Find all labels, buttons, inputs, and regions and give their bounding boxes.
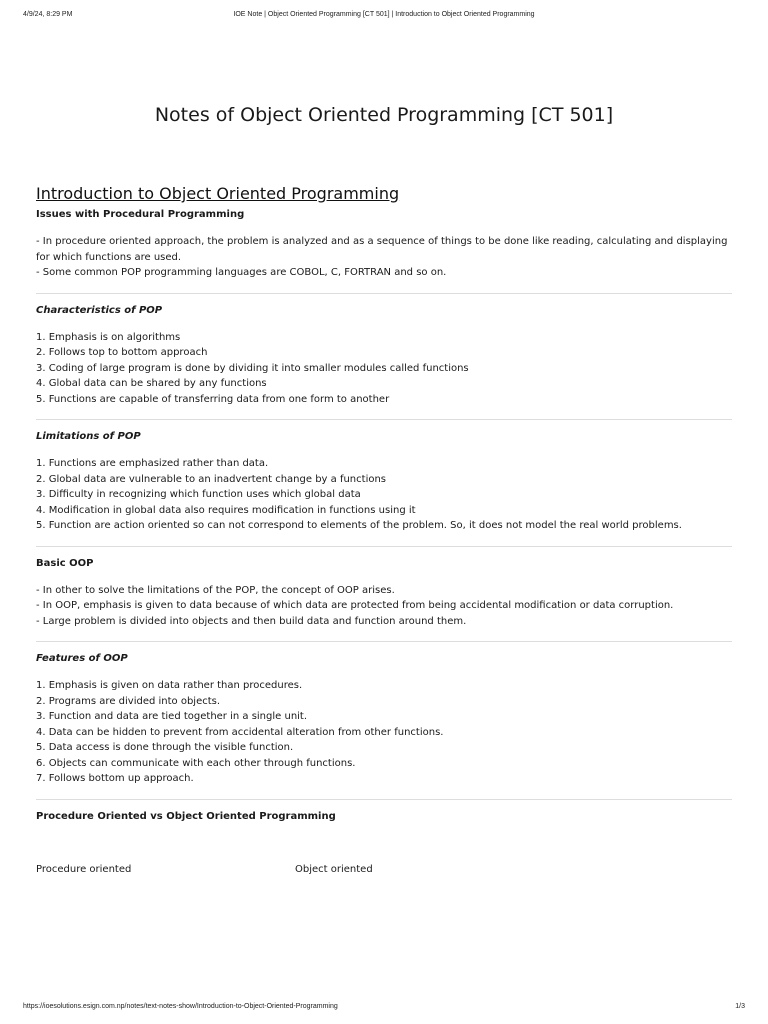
features-list <box>36 678 732 787</box>
list-item: 2. Programs are divided into objects. <box>36 695 221 707</box>
issues-text <box>36 234 732 281</box>
print-datetime: 4/9/24, 8:29 PM <box>23 11 73 18</box>
list-item: 1. Functions are emphasized rather than data. <box>36 458 269 469</box>
page-title: Notes of Object Oriented Programming [CT 501] <box>154 104 614 126</box>
list-item: 5. Data access is done through the visible function. <box>36 742 294 753</box>
divider <box>36 641 732 642</box>
features-heading: Features of OOP <box>36 653 128 664</box>
list-item: 1. Emphasis is given on data rather than procedures. <box>36 680 303 691</box>
list-item: 4. Modification in global data also requires modification in functions using it <box>36 504 416 516</box>
note-content <box>36 184 732 878</box>
divider <box>36 546 732 547</box>
column-header-procedure: Procedure oriented <box>36 863 132 875</box>
list-item: - Large problem is divided into objects and then build data and function around them. <box>36 615 467 627</box>
list-item: 1. Emphasis is on algorithms <box>36 331 181 343</box>
characteristics-list <box>36 330 732 408</box>
column-header-object: Object oriented <box>295 863 373 875</box>
paragraph-line: - Some common POP programming languages are COBOL, C, FORTRAN and so on. <box>36 267 447 278</box>
divider <box>36 293 732 294</box>
divider <box>36 799 732 800</box>
list-item: 7. Follows bottom up approach. <box>36 773 194 784</box>
list-item: 2. Global data are vulnerable to an inadvertent change by a functions <box>36 473 387 485</box>
page-number: 1/3 <box>735 1003 745 1010</box>
list-item: - In other to solve the limitations of the POP, the concept of OOP arises. <box>36 584 395 596</box>
print-title: IOE Note | Object Oriented Programming [CT 501] | Introduction to Object Oriented Programming <box>233 11 535 18</box>
list-item: 3. Function and data are tied together in a single unit. <box>36 711 308 722</box>
print-footer <box>23 1003 745 1010</box>
list-item: 2. Follows top to bottom approach <box>36 347 208 358</box>
list-item: 5. Function are action oriented so can not correspond to elements of the problem. So, it does not model the real world problems. <box>36 520 682 531</box>
basic-oop-list <box>36 583 732 630</box>
limitations-list <box>36 456 732 534</box>
list-item: 5. Functions are capable of transferring data from one form to another <box>36 393 390 405</box>
list-item: 3. Difficulty in recognizing which function uses which global data <box>36 489 361 500</box>
divider <box>36 419 732 420</box>
list-item: 6. Objects can communicate with each other through functions. <box>36 757 356 769</box>
comparison-heading: Procedure Oriented vs Object Oriented Programming <box>36 810 336 822</box>
list-item: - In OOP, emphasis is given to data because of which data are protected from being accidental modification or data corruption. <box>36 600 674 611</box>
limitations-heading: Limitations of POP <box>36 431 141 442</box>
page-url: https://ioesolutions.esign.com.np/notes/text-notes-show/Introduction-to-Object-Oriented-Programming <box>23 1003 338 1010</box>
paragraph-line: - In procedure oriented approach, the problem is analyzed and as a sequence of things to be done like reading, calculating and displaying for which functions are used. <box>36 236 728 263</box>
characteristics-heading: Characteristics of POP <box>36 304 163 316</box>
basic-oop-heading: Basic OOP <box>36 557 94 569</box>
issues-heading: Issues with Procedural Programming <box>36 209 245 220</box>
list-item: 4. Data can be hidden to prevent from accidental alteration from other functions. <box>36 726 444 738</box>
list-item: 4. Global data can be shared by any functions <box>36 378 267 389</box>
main-heading: Introduction to Object Oriented Programming <box>36 184 400 203</box>
comparison-table-header <box>36 864 732 878</box>
list-item: 3. Coding of large program is done by dividing it into smaller modules called functions <box>36 362 469 374</box>
